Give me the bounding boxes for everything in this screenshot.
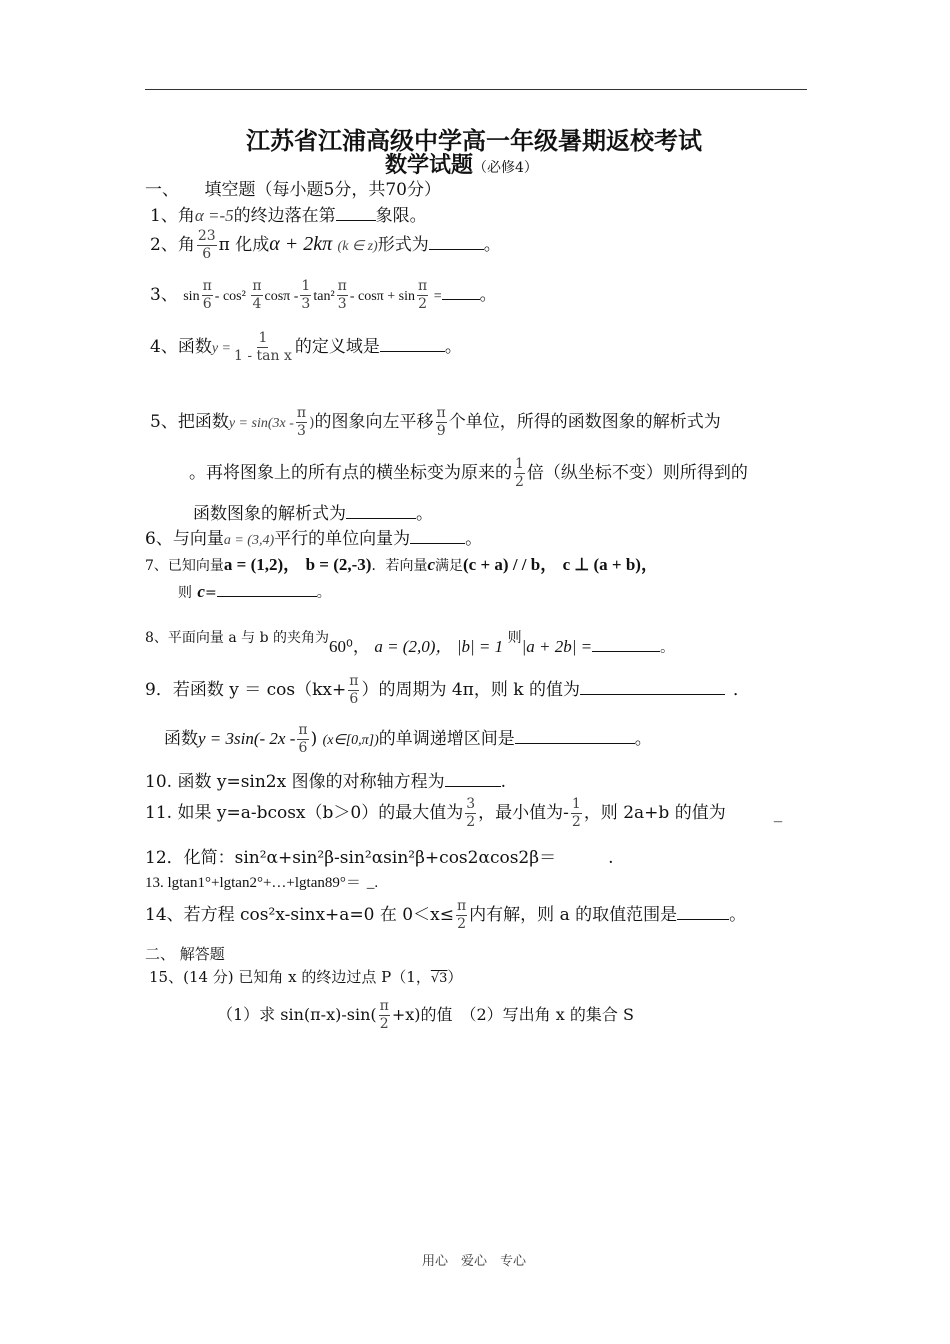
q5-end: 。 xyxy=(416,504,433,524)
q4-fraction: $\frac{1}{\text{1 - tan x}}$ xyxy=(234,330,292,364)
question-7-line-1 xyxy=(145,550,658,575)
q9-text2: ）的周期为 4π，则 k 的值为 xyxy=(361,680,580,700)
q9-blank[interactable] xyxy=(580,693,725,695)
q15-part2: +x)的值 （2）写出角 x 的集合 S xyxy=(391,1005,634,1024)
q7-blank[interactable] xyxy=(217,595,317,597)
q14-text2: 内有解，则 a 的取值范围是 xyxy=(469,905,678,925)
q5-frac2: $\frac{\pi}{9}$ xyxy=(436,405,446,439)
q3-tail: - cosπ + sin xyxy=(349,289,415,304)
q6-vector: a = (3,4) xyxy=(223,533,275,548)
question-5-line-1 xyxy=(150,405,721,440)
question-15 xyxy=(149,966,462,987)
q14-blank[interactable] xyxy=(677,918,729,920)
q9-paren: ) xyxy=(310,729,318,749)
q9-text3: 函数 xyxy=(164,729,198,749)
question-11 xyxy=(145,796,782,831)
q3-cospi: cosπ - xyxy=(264,289,299,304)
question-6 xyxy=(145,524,482,549)
q3-end: 。 xyxy=(479,285,497,305)
question-2 xyxy=(150,228,501,263)
q5-blank[interactable] xyxy=(346,517,416,519)
q2-text4: 。 xyxy=(483,235,501,255)
q5-frac3: $\frac{1}{2}$ xyxy=(515,456,524,490)
q14-text: 14、若方程 cos²x-sinx+a=0 在 0＜x≤ xyxy=(145,905,454,925)
q6-text2: 平行的单位向量为 xyxy=(274,529,411,549)
q6-text: 6、与向量 xyxy=(145,529,224,549)
q7-c: c xyxy=(427,555,436,574)
q9-frac1: $\frac{\pi}{6}$ xyxy=(349,673,359,707)
q3-tan: tan² xyxy=(313,289,335,304)
q9-end-2: 。 xyxy=(634,729,652,749)
q13-text: 13. lgtan1°+lgtan2°+…+lgtan89°＝ xyxy=(145,875,361,891)
q5-func: y = sin(3x - xyxy=(228,416,294,431)
q14-end: 。 xyxy=(729,905,747,925)
q2-math2: (k ∈ z) xyxy=(337,239,378,254)
q11-text2: ，最小值为- xyxy=(478,803,569,823)
q7-eq: = xyxy=(204,585,217,601)
q10-blank[interactable] xyxy=(445,785,501,787)
q8-b: |b| = 1 xyxy=(456,637,504,656)
q9-blank-2[interactable] xyxy=(515,742,635,744)
q4-text2: 的定义域是 xyxy=(294,337,380,357)
q7-text2: ．若向量 xyxy=(371,558,428,574)
q3-text: 3、 xyxy=(150,285,178,305)
q8-expr: |a + 2b| = xyxy=(521,637,593,656)
q4-y: y = xyxy=(211,341,231,356)
q3-frac3: $\frac{1}{3}$ xyxy=(301,278,311,312)
q2-blank[interactable] xyxy=(429,248,484,250)
q2-text3: 形式为 xyxy=(377,235,429,255)
q5-text2: 的图象向左平移 xyxy=(314,412,434,432)
q10-text: 10. 函数 y=sin2x 图像的对称轴方程为 xyxy=(145,772,445,792)
q2-text2: π 化成 xyxy=(218,235,270,255)
q8-a: a = (2,0)， xyxy=(374,637,453,656)
q9-end: ． xyxy=(732,680,750,700)
q1-blank[interactable] xyxy=(336,219,376,221)
q9-text4: 的单调递增区间是 xyxy=(378,729,515,749)
q4-blank[interactable] xyxy=(380,350,445,352)
question-9-line-1 xyxy=(145,673,750,708)
question-10 xyxy=(145,767,506,792)
q15-text: 15、(14 分) 已知角 x 的终边过点 P（1， xyxy=(149,968,431,986)
q5-text6: 函数图象的解析式为 xyxy=(193,504,346,524)
q5-paren: ) xyxy=(309,415,315,431)
q9-text: 9．若函数 y ＝ cos（kx+ xyxy=(145,680,347,700)
q6-blank[interactable] xyxy=(410,542,465,544)
question-8 xyxy=(145,622,675,656)
q8-text: 8、平面向量 a 与 b 的夹角为 xyxy=(145,630,330,646)
q8-then: 则 xyxy=(507,630,522,646)
q15-end: ） xyxy=(447,968,463,986)
q7-end: 。 xyxy=(316,585,331,601)
section-2-heading: 二、 解答题 xyxy=(145,945,225,963)
q11-text: 11. 如果 y=a-bcosx（b＞0）的最大值为 xyxy=(145,803,464,823)
question-15-parts xyxy=(217,998,634,1033)
q9-frac2: $\frac{\pi}{6}$ xyxy=(298,722,308,756)
q3-frac4: $\frac{\pi}{3}$ xyxy=(337,278,347,312)
q11-frac2: $\frac{1}{2}$ xyxy=(571,796,581,830)
q5-text3: 个单位，所得的函数图象的解析式为 xyxy=(448,412,721,432)
question-12 xyxy=(145,843,614,868)
q9-func: y = 3sin(- 2x - xyxy=(198,729,296,748)
question-5-line-3 xyxy=(193,499,433,524)
q11-frac1: $\frac{3}{2}$ xyxy=(466,796,476,830)
page-footer: 用心 爱心 专心 xyxy=(422,1254,527,1269)
q3-frac5: $\frac{\pi}{2}$ xyxy=(418,278,428,312)
q7-b: b = (2,-3) xyxy=(305,555,372,574)
q6-end: 。 xyxy=(465,529,483,549)
q7-cond1: (c + a) / / b， xyxy=(463,555,558,574)
q3-blank[interactable] xyxy=(442,298,480,300)
q4-end: 。 xyxy=(444,337,462,357)
question-14 xyxy=(145,898,746,933)
q3-eq: = xyxy=(430,289,442,304)
q1-text3: 象限。 xyxy=(375,206,427,226)
q14-frac: $\frac{\pi}{2}$ xyxy=(456,898,467,932)
q2-text: 2、角 xyxy=(150,235,195,255)
q9-domain: (x∈[0,π]) xyxy=(322,733,379,748)
q11-blank[interactable]: _ xyxy=(773,803,783,823)
q5-text: 5、把函数 xyxy=(150,412,229,432)
q15-sqrt: √3 xyxy=(430,971,448,986)
q7-c2: c xyxy=(197,582,205,601)
q12-text: 12．化简：sin²α+sin²β-sin²αsin²β+cos2αcos2β＝ xyxy=(145,848,557,868)
q8-blank[interactable] xyxy=(592,650,660,652)
q8-angle: 60⁰， xyxy=(329,637,370,656)
q3-frac2: $\frac{\pi}{4}$ xyxy=(252,278,262,312)
q7-cond2: c ⊥ (a + b)， xyxy=(562,555,658,574)
q1-math: α =-5 xyxy=(194,206,234,225)
q3-cos: - cos² xyxy=(214,289,250,304)
q5-text4: 。再将图象上的所有点的横坐标变为原来的 xyxy=(189,463,512,483)
q5-frac1: $\frac{\pi}{3}$ xyxy=(296,405,307,439)
subtitle-text: 数学试题 xyxy=(385,152,474,178)
question-5-line-2 xyxy=(189,456,748,491)
question-13 xyxy=(145,871,378,892)
q7-a: a = (1,2)， xyxy=(223,555,301,574)
subtitle-note: （必修4） xyxy=(473,160,538,176)
question-9-line-2 xyxy=(164,722,652,757)
question-1 xyxy=(150,201,427,226)
section-1-heading: 一、 填空题（每小题5分，共70分） xyxy=(145,180,441,200)
q2-math: α + 2kπ xyxy=(269,233,333,255)
q7-text3: 满足 xyxy=(435,558,464,574)
q1-text: 1、角 xyxy=(150,206,195,226)
page-title: 江苏省江浦高级中学高一年级暑期返校考试 xyxy=(246,126,702,155)
q7-then: 则 xyxy=(178,585,192,601)
question-4 xyxy=(150,330,462,365)
q13-blank[interactable]: _. xyxy=(366,875,379,891)
q15-part1: （1）求 sin(π-x)-sin( xyxy=(217,1005,377,1024)
q5-text5: 倍（纵坐标不变）则所得到的 xyxy=(526,463,748,483)
q4-text: 4、函数 xyxy=(150,337,212,357)
q10-end: . xyxy=(500,772,507,792)
q7-text: 7、已知向量 xyxy=(145,558,224,574)
q3-sin: sin xyxy=(183,289,200,304)
q15-frac: $\frac{\pi}{2}$ xyxy=(379,998,389,1032)
question-3 xyxy=(150,278,497,313)
q12-end: . xyxy=(608,848,614,868)
q2-fraction: $\frac{23}{6}$ xyxy=(197,228,216,262)
question-7-line-2 xyxy=(178,582,331,602)
q1-text2: 的终边落在第 xyxy=(233,206,336,226)
q11-text3: ，则 2a+b 的值为 xyxy=(583,803,726,823)
q3-frac1: $\frac{\pi}{6}$ xyxy=(202,278,212,312)
q8-end: 。 xyxy=(660,640,675,656)
header-rule xyxy=(145,89,807,90)
